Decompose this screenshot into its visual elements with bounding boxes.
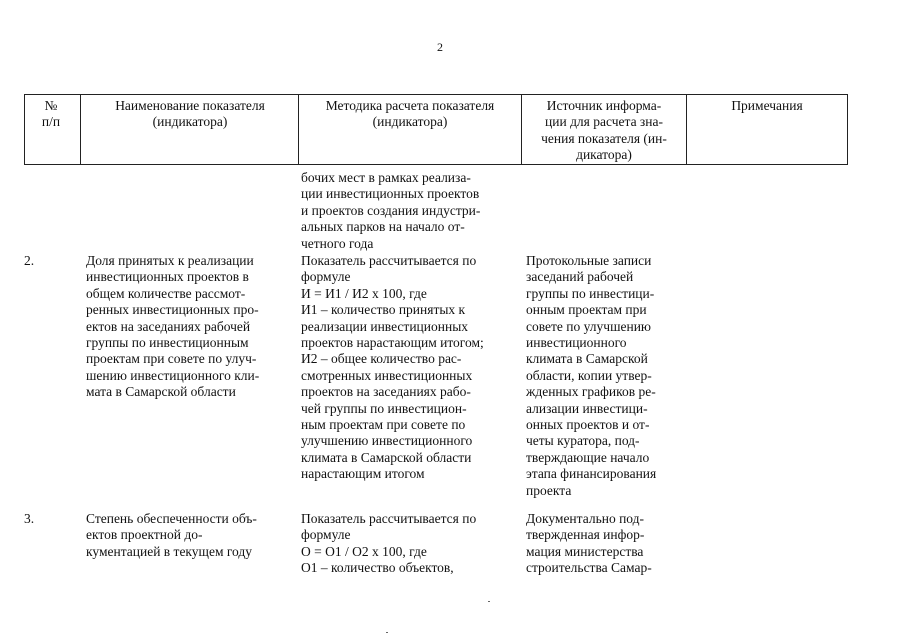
cell-line: Показатель рассчитывается по <box>301 511 477 526</box>
cell-line: альных парков на начало от- <box>301 219 465 235</box>
header-bottom-border <box>24 164 848 165</box>
cell-line: проектов на заседаниях рабо- <box>301 384 471 400</box>
cell-line: заседаний рабочей <box>526 269 634 285</box>
scan-mark <box>386 632 388 633</box>
header-line: п/п <box>41 114 61 130</box>
column-divider <box>847 94 848 165</box>
cell-line: онных проектов и от- <box>526 417 650 433</box>
cell-line: климата в Самарской области <box>301 449 472 465</box>
header-calculation-method <box>299 98 521 131</box>
cell-line: четного года <box>301 235 374 251</box>
cell-line: тверждающие начало <box>526 449 650 465</box>
header-information-source <box>522 98 686 164</box>
cell-line: группы по инвестиционным <box>86 335 249 351</box>
header-line: Методика расчета показателя <box>325 98 495 113</box>
calculation-method-cell <box>301 511 526 577</box>
cell-line: проектам при совете по улуч- <box>86 351 257 367</box>
cell-line: бочих мест в рамках реализа- <box>301 170 471 185</box>
cell-line: нарастающим итогом <box>301 466 425 482</box>
header-line: ции для расчета зна- <box>545 114 663 130</box>
cell-line: И2 – общее количество рас- <box>301 351 462 367</box>
cell-line: кументацией в текущем году <box>86 543 253 559</box>
cell-line: Документально под- <box>526 511 645 526</box>
cell-line: и проектов создания индустри- <box>301 202 481 218</box>
cell-line: И = И1 / И2 х 100, где <box>301 285 427 301</box>
header-line: Наименование показателя <box>115 98 265 113</box>
cell-line: совете по улучшению <box>526 318 652 334</box>
cell-line: 3. <box>24 511 35 526</box>
cell-line: проекта <box>526 482 572 498</box>
calculation-method-cell <box>301 170 526 252</box>
page-number: 2 <box>437 40 443 54</box>
header-line: № <box>44 98 58 113</box>
cell-line: ренных инвестиционных про- <box>86 302 259 318</box>
header-line: Примечания <box>731 98 803 113</box>
header-line: дикатора) <box>576 147 632 163</box>
cell-line: твержденная инфор- <box>526 527 645 543</box>
header-line: (индикатора) <box>372 114 448 130</box>
cell-line: онным проектам при <box>526 302 647 318</box>
scan-mark <box>488 601 490 602</box>
cell-line: группы по инвестици- <box>526 285 655 301</box>
cell-line: чей группы по инвестицион- <box>301 400 467 416</box>
cell-line: Доля принятых к реализации <box>86 253 254 268</box>
cell-line: ным проектам при совете по <box>301 417 466 433</box>
cell-line: 2. <box>24 253 35 268</box>
cell-line: инвестиционного <box>526 335 627 351</box>
cell-line: О = О1 / О2 х 100, где <box>301 543 427 559</box>
cell-line: климата в Самарской <box>526 351 648 367</box>
cell-line: проектов нарастающим итогом; <box>301 335 484 351</box>
header-indicator-name <box>82 98 298 131</box>
header-line: Источник информа- <box>546 98 662 113</box>
cell-line: формуле <box>301 527 351 543</box>
header-line: (индикатора) <box>152 114 228 130</box>
cell-line: этапа финансирования <box>526 466 657 482</box>
header-notes <box>687 98 847 114</box>
cell-line: Показатель рассчитывается по <box>301 253 477 268</box>
cell-line: инвестиционных проектов в <box>86 269 249 285</box>
cell-line: жденных графиков ре- <box>526 384 656 400</box>
cell-line: реализации инвестиционных <box>301 318 469 334</box>
cell-line: ции инвестиционных проектов <box>301 186 480 202</box>
cell-line: общем количестве рассмот- <box>86 285 246 301</box>
cell-line: ализации инвестици- <box>526 400 648 416</box>
indicator-name-cell <box>86 253 296 401</box>
cell-line: формуле <box>301 269 351 285</box>
information-source-cell <box>526 511 686 577</box>
cell-line: О1 – количество объектов, <box>301 560 454 576</box>
column-divider <box>80 94 81 165</box>
cell-line: мация министерства <box>526 543 644 559</box>
row-number-cell <box>24 511 78 527</box>
cell-line: смотренных инвестиционных <box>301 367 473 383</box>
cell-line: шению инвестиционного кли- <box>86 367 260 383</box>
information-source-cell <box>526 253 686 499</box>
table-top-border <box>24 94 848 95</box>
cell-line: строительства Самар- <box>526 560 652 576</box>
cell-line: Степень обеспеченности объ- <box>86 511 257 526</box>
cell-line: мата в Самарской области <box>86 384 236 400</box>
cell-line: ектов на заседаниях рабочей <box>86 318 251 334</box>
indicator-name-cell <box>86 511 296 560</box>
header-line: чения показателя (ин- <box>541 130 667 146</box>
cell-line: четы куратора, под- <box>526 433 640 449</box>
header-number <box>24 98 78 131</box>
cell-line: И1 – количество принятых к <box>301 302 466 318</box>
cell-line: Протокольные записи <box>526 253 652 268</box>
calculation-method-cell <box>301 253 526 483</box>
row-number-cell <box>24 253 78 269</box>
cell-line: ектов проектной до- <box>86 527 203 543</box>
cell-line: улучшению инвестиционного <box>301 433 473 449</box>
cell-line: области, копии утвер- <box>526 367 652 383</box>
